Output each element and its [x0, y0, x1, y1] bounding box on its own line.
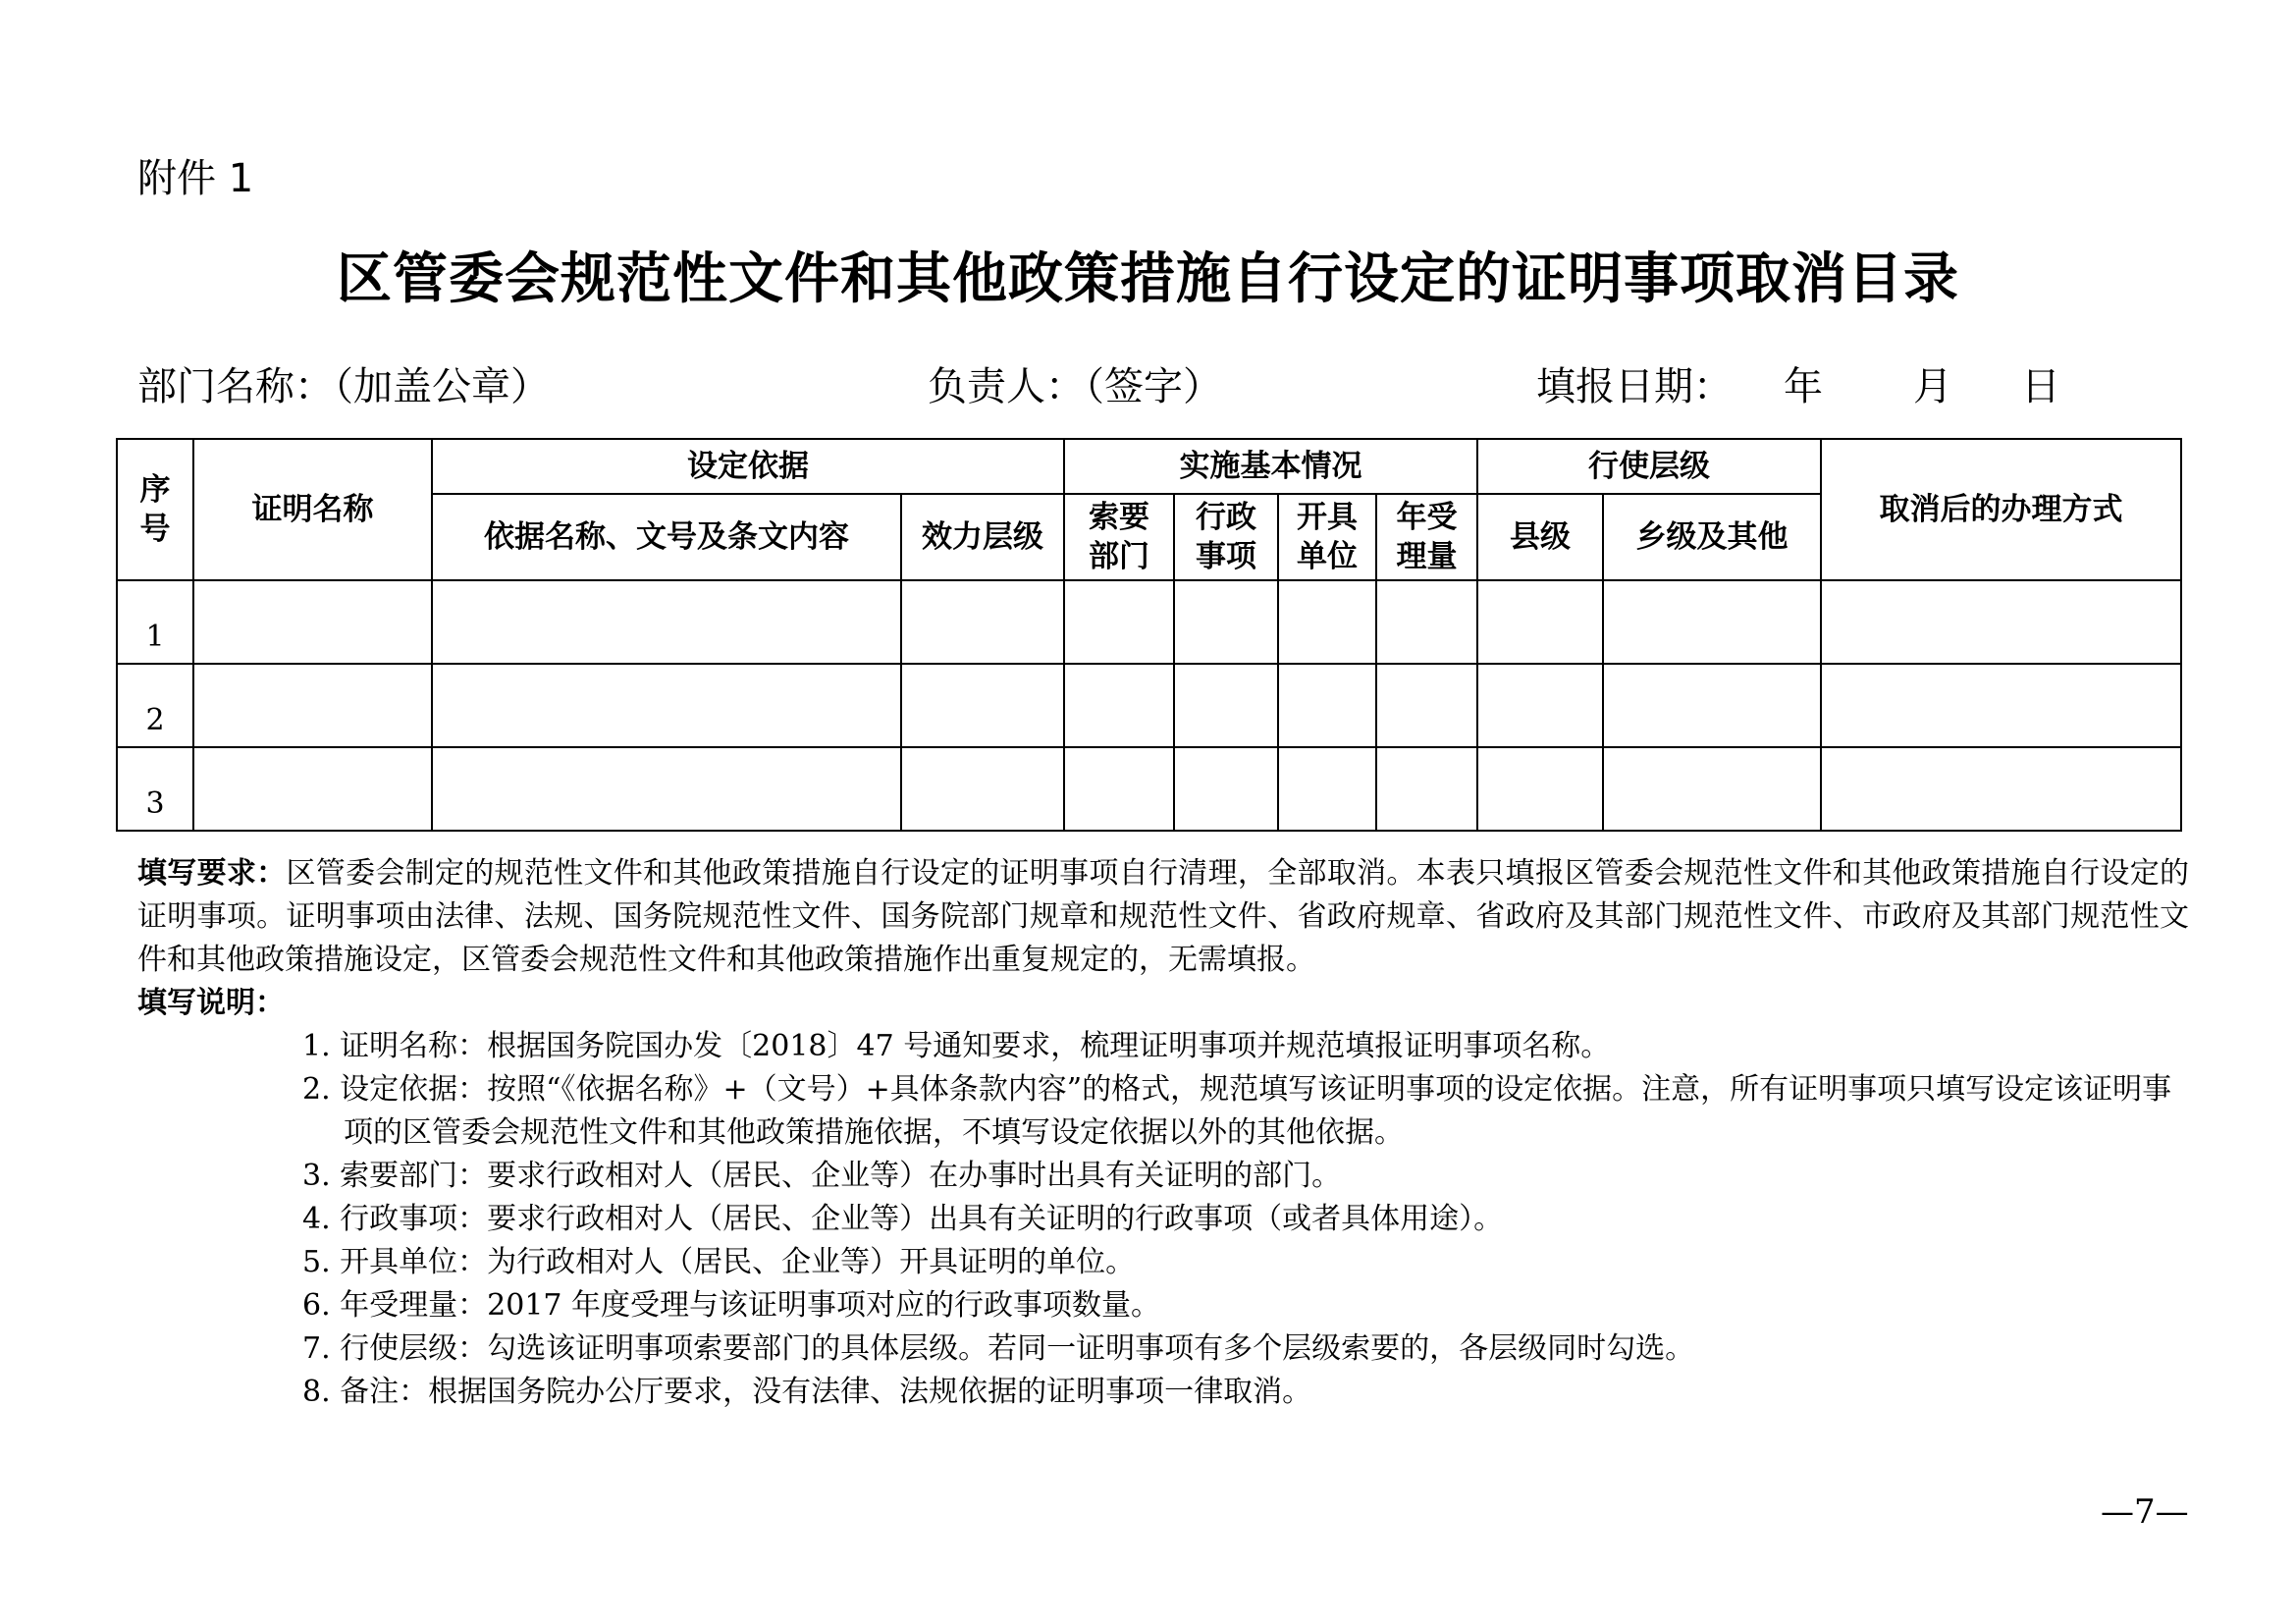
notes-section: [137, 852, 2189, 1414]
cell-request-dept: [1064, 747, 1174, 831]
instructions-list: [137, 1025, 2189, 1414]
page-number: —7—: [2101, 1492, 2189, 1532]
cell-county-level: [1477, 664, 1603, 747]
list-item: 7. 行使层级：勾选该证明事项索要部门的具体层级。若同一证明事项有多个层级索要的，各层级同时勾选。: [302, 1331, 1695, 1366]
header-group-level: 行使层级: [1477, 439, 1821, 494]
cell-issuing-unit: [1278, 664, 1376, 747]
header-basis-level: 效力层级: [901, 494, 1064, 580]
department-field: 部门名称：（加盖公章）: [137, 364, 550, 409]
date-day: 日: [2021, 364, 2060, 409]
header-cert-name: 证明名称: [193, 439, 432, 580]
header-basis-name: 依据名称、文号及条文内容: [432, 494, 901, 580]
date-label: 填报日期：: [1536, 364, 1733, 409]
list-item: 4. 行政事项：要求行政相对人（居民、企业等）出具有关证明的行政事项（或者具体用途）。: [302, 1202, 1504, 1236]
cell-cert-name: [193, 747, 432, 831]
header-seq: 序 号: [117, 439, 193, 580]
certificate-catalog-table: [116, 438, 2182, 832]
cell-admin-matter: [1174, 747, 1278, 831]
table-row: [117, 747, 2181, 831]
cell-issuing-unit: [1278, 747, 1376, 831]
cell-basis-name: [432, 580, 901, 664]
cell-admin-matter: [1174, 580, 1278, 664]
cell-cert-name: [193, 580, 432, 664]
requirements-label: 填写要求：: [137, 856, 287, 891]
header-township-level: 乡级及其他: [1603, 494, 1821, 580]
cell-basis-name: [432, 747, 901, 831]
list-item: 5. 开具单位：为行政相对人（居民、企业等）开具证明的单位。: [302, 1245, 1136, 1279]
row-seq: 2: [117, 664, 193, 747]
cell-basis-level: [901, 580, 1064, 664]
cell-township-level: [1603, 664, 1821, 747]
cell-annual-volume: [1376, 580, 1477, 664]
table-row: [117, 664, 2181, 747]
list-item: 3. 索要部门：要求行政相对人（居民、企业等）在办事时出具有关证明的部门。: [302, 1159, 1342, 1193]
header-group-implementation: 实施基本情况: [1064, 439, 1477, 494]
cell-township-level: [1603, 580, 1821, 664]
cell-county-level: [1477, 747, 1603, 831]
cell-admin-matter: [1174, 664, 1278, 747]
cell-basis-name: [432, 664, 901, 747]
cell-county-level: [1477, 580, 1603, 664]
cell-basis-level: [901, 747, 1064, 831]
cell-annual-volume: [1376, 747, 1477, 831]
cell-request-dept: [1064, 580, 1174, 664]
date-year: 年: [1784, 364, 1823, 409]
row-seq: 1: [117, 580, 193, 664]
header-after-cancel: 取消后的办理方式: [1821, 439, 2181, 580]
cell-basis-level: [901, 664, 1064, 747]
document-title: 区管委会规范性文件和其他政策措施自行设定的证明事项取消目录: [337, 247, 1959, 311]
cell-annual-volume: [1376, 664, 1477, 747]
cell-issuing-unit: [1278, 580, 1376, 664]
header-county-level: 县级: [1477, 494, 1603, 580]
list-item: 2. 设定依据：按照“《依据名称》+（文号）+具体条款内容”的格式，规范填写该证明事项的设定依据。注意，所有证明事项只填写设定该证明事项的区管委会规范性文件和其他政策措施依据，不填写设定依据以外的其他依据。: [302, 1072, 2172, 1150]
cell-cert-name: [193, 664, 432, 747]
cell-after-cancel: [1821, 664, 2181, 747]
list-item: 8. 备注：根据国务院办公厅要求，没有法律、法规依据的证明事项一律取消。: [302, 1375, 1312, 1409]
cell-township-level: [1603, 747, 1821, 831]
instructions-label: 填写说明：: [137, 986, 285, 1020]
cell-after-cancel: [1821, 580, 2181, 664]
header-annual-volume: 年受 理量: [1376, 494, 1477, 580]
table-row: [117, 580, 2181, 664]
cell-request-dept: [1064, 664, 1174, 747]
person-in-charge-field: 负责人：（签字）: [928, 364, 1222, 409]
report-date-field: [1536, 363, 2060, 410]
attachment-label: 附件 1: [137, 156, 254, 201]
header-admin-matter: 行政 事项: [1174, 494, 1278, 580]
list-item: 6. 年受理量：2017 年度受理与该证明事项对应的行政事项数量。: [302, 1288, 1161, 1323]
cell-after-cancel: [1821, 747, 2181, 831]
list-item: 1. 证明名称：根据国务院国办发〔2018〕47 号通知要求，梳理证明事项并规范填报证明事项名称。: [302, 1029, 1611, 1063]
date-month: 月: [1913, 364, 1952, 409]
requirements-text: 区管委会制定的规范性文件和其他政策措施自行设定的证明事项自行清理，全部取消。本表只填报区管委会规范性文件和其他政策措施自行设定的证明事项。证明事项由法律、法规、国务院规范性文件、国务院部门规章和规范性文件、省政府规章、省政府及其部门规范性文件、市政府及其部门规范性文件和其他政策措施设定，区管委会规范性文件和其他政策措施作出重复规定的，无需填报。: [137, 856, 2190, 977]
row-seq: 3: [117, 747, 193, 831]
requirements-paragraph: [137, 852, 2189, 982]
header-request-dept: 索要 部门: [1064, 494, 1174, 580]
header-issuing-unit: 开具 单位: [1278, 494, 1376, 580]
header-group-basis: 设定依据: [432, 439, 1064, 494]
